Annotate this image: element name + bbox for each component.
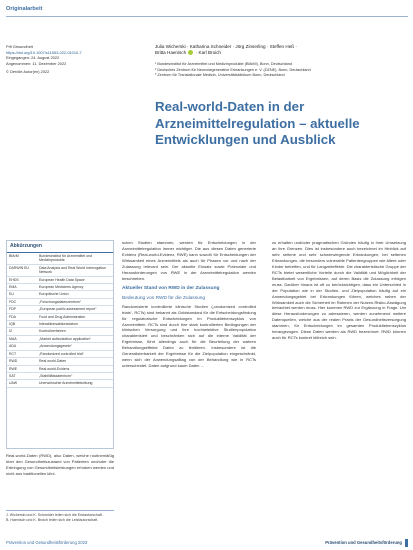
footer-section: Prävention und Gesundheitsförderung xyxy=(325,540,402,545)
abbreviation-term: MAA xyxy=(9,336,17,341)
abbreviation-term: DARWIN EU xyxy=(9,265,29,270)
footnote xyxy=(6,510,114,523)
article-meta xyxy=(6,44,114,75)
abbreviation-definition: „European public assessment report“ xyxy=(39,307,97,312)
abbreviation-term: ADA xyxy=(9,344,17,349)
abbreviation-definition: Europäische Union xyxy=(39,292,69,297)
column-2 xyxy=(122,240,256,369)
abbreviation-definition: Real-world-Daten xyxy=(39,359,67,364)
footnote-line-1: J. Wicherski und K. Schneider teilen sich die Erstautorschaft. xyxy=(6,513,103,517)
footer-journal: Prävention und Gesundheitsförderung 2023 xyxy=(6,540,88,545)
abbreviation-definition: Food and Drug Administration xyxy=(39,314,86,319)
abbreviations-heading: Abkürzungen xyxy=(7,241,113,253)
abbreviation-definition: Bundesinstitut für Arzneimittel und Medizinprodukte xyxy=(39,254,92,263)
article-type-tag: Originalarbeit xyxy=(6,4,408,17)
footnote-line-2: B. Haenisch und K. Broich teilen sich die Letztautorschaft. xyxy=(6,518,99,522)
paragraph: schen Studien stammen, werden für Entscheidungen in der Arzneimittelregulation immer wichtiger. Die aus diesen Daten generierte Evidenz (Real-world-Evidenz, RWE) kann sowohl für Entscheidungen der Wirksamkeit eines Arzneimittels als auch für Phasen vor und nach der Zulassung relevant sein. Der aktuelle Einsatz sowie Potenziale und Herausforderungen von RWE in der Arzneimittelregulation werden beschrieben. xyxy=(122,240,256,281)
abbreviation-row xyxy=(7,373,113,380)
author-name: Britta Haenisch xyxy=(155,50,187,55)
page-footer xyxy=(6,538,408,548)
abbreviation-row xyxy=(7,299,113,306)
abbreviation-row xyxy=(7,265,113,277)
column-1 xyxy=(6,453,114,477)
meta-copyright: © Der/die Autor(en) 2022 xyxy=(6,69,50,75)
abbreviation-definition: European Medicines Agency xyxy=(39,285,84,290)
abbreviation-definition: Unerwünschte Arzneimittelwirkung xyxy=(39,381,93,386)
abbreviation-row xyxy=(7,358,113,365)
abbreviation-term: RWE xyxy=(9,366,18,371)
abbreviation-definition: Kontrollverfahren xyxy=(39,329,66,334)
abbreviation-row xyxy=(7,351,113,358)
abbreviation-definition: Data Analysis and Real World Interrogation Network xyxy=(39,265,106,275)
abbreviation-term: IZ xyxy=(9,329,13,334)
meta-accepted: Angenommen: 11. Dezember 2022 xyxy=(6,60,67,66)
abbreviation-row xyxy=(7,314,113,321)
author-name: · Karl Broich xyxy=(195,50,221,55)
affiliations xyxy=(155,62,410,79)
abbreviation-term: IQB xyxy=(9,322,16,327)
abbreviation-definition: „Anwendungsgesetz“ xyxy=(39,344,72,349)
abbreviation-definition: „Stabilitätsdatenhorn“ xyxy=(39,373,73,378)
paragraph: Randomisierte kontrollierte klinische Studien („randomized controlled trials“, RCTs) sind bekannt als Goldstandard für die Entscheidungsfindung für regulatorische Entscheidungen im Produktlebenszyklus von Arzneimitteln. RCTs sind durch ihre stark kontrollierten Bedingungen der klinischen Versorgung und ihre hochselektive Studienpopulation charakterisiert und beschränken sich auf die interne Validität der Ergebnisse, führt allerdings auch für die Beurteilung der wahren Behandlungseffekte Daten zu limitieren. Insbesondere ist die Generalisierbarkeit der Ergebnisse für die Zielpopulation eingeschränkt, wenn sich der Anwendungsalltag von der Behandlung wie in RCTs unterscheidet. Daten aufgrund kaum Daten ... xyxy=(122,303,256,369)
abbreviation-definition: „Forschungsdatenzentrum“ xyxy=(39,299,82,304)
abbreviation-term: BfArM xyxy=(9,254,19,258)
meta-doi-link[interactable]: https://doi.org/10.1007/s11553-022-01010-7 xyxy=(6,49,82,55)
abbreviations-box xyxy=(6,240,114,449)
section-heading: Aktueller Stand von RWD in der Zulassung xyxy=(122,285,220,291)
abbreviation-definition: European Health Data Space xyxy=(39,277,85,282)
abbreviation-term: UAW xyxy=(9,381,18,386)
abbreviation-row xyxy=(7,328,113,335)
orcid-icon[interactable] xyxy=(188,50,193,55)
abbreviations-list xyxy=(7,253,113,388)
affiliation-2: ² Deutsches Zentrum für Neurodegenerative Erkrankungen e. V. (DZNE), Bonn, Deutschland xyxy=(155,67,311,72)
abbreviation-row xyxy=(7,321,113,328)
abbreviation-definition: Interaktionsaktionsdatum xyxy=(39,322,78,327)
abbreviation-row xyxy=(7,366,113,373)
abbreviation-term: SAT xyxy=(9,373,16,378)
abbreviation-row xyxy=(7,277,113,284)
column-3 xyxy=(272,240,406,341)
abbreviation-row xyxy=(7,336,113,343)
abbreviation-row xyxy=(7,291,113,298)
paragraph: zu erhalten und/oder pragmatischen Gründen häufig in ihrer Umsetzung an ihre Grenzen. Dies ist insbesondere auch bezeichnet im Hinblick auf sehr seltene und sehr schwerwiegende Erkrankungen, bei seltenen Erkrankungen, die besonders vulnerable Patientengruppen wie ältere oder Kinder betreffen, und für Langzeiteffekte. Die charakteristische Gruppe der RCTs bietet wesentliche Vorteile durch die Validität und Möglichkeit der Belastbarkeit von Ergebnissen, auf deren Basis die Zulassung erfolgen muss. Darüber hinaus ist oft zu berücksichtigen, dass ein Unterschied in der Population wie in der Studien- und Zielpopulation häufig auf ein Anwendungsgebiet bei Erkrankungen führen, welches neben der Wirksamkeit auch die Sicherheit im Rahmen der Nutzen-Risiko-Abwägung betrachtet werden muss. Hier kommen RWD zur Ergänzung in Frage. Um diese Herausforderungen zu adressieren, werden zunehmend weitere Datenquellen, welche aus der realen Praxis der Gesundheitsversorgung stammen, für Entscheidungen im gesamten Produktlebenszyklus herangezogen. Diese Daten werden als RWD bezeichnet. RWD können auch für RCTs konkret hilfreich sein. xyxy=(272,240,406,341)
affiliation-3: ³ Zentrum für Translationale Medizin, Universitätsklinikum Bonn, Deutschland xyxy=(155,73,285,77)
abbreviation-row xyxy=(7,343,113,350)
intro-paragraph: Real-world-Daten (RWD), also Daten, welche routinemäßig über den Gesundheitszustand von Patienten und/oder die Erbringung von Gesundheitsleistungen erhoben werden und nicht aus traditionellen klini- xyxy=(6,453,114,476)
affiliation-1: ¹ Bundesinstitut für Arzneimittel und Medizinprodukte (BfArM), Bonn, Deutschland xyxy=(155,62,292,66)
abbreviation-term: RCT xyxy=(9,351,17,356)
footer-accent-bar xyxy=(405,539,408,547)
abbreviation-definition: Real-world-Evidenz xyxy=(39,366,70,371)
abbreviation-row xyxy=(7,380,113,387)
abbreviation-term: EHDS xyxy=(9,277,19,282)
abbreviation-term: FDP xyxy=(9,307,16,312)
subsection-heading: Bedeutung von RWD für die Zulassung xyxy=(122,295,206,301)
abbreviation-term: FDA xyxy=(9,314,16,319)
abbreviation-definition: „Market authorization application“ xyxy=(39,336,91,341)
abbreviation-term: RWD xyxy=(9,359,18,364)
abbreviation-row xyxy=(7,306,113,313)
abbreviation-term: FDC xyxy=(9,299,17,304)
abbreviation-definition: „Randomized controlled trial“ xyxy=(39,351,84,356)
meta-journal: Prfl Gesundheit xyxy=(6,44,33,49)
author-list xyxy=(155,44,410,56)
author-line-2 xyxy=(155,50,410,56)
abbreviation-term: EMA xyxy=(9,285,17,290)
meta-received: Eingegangen: 24. August 2022 xyxy=(6,55,60,61)
abbreviation-term: EU xyxy=(9,292,14,297)
author-line-1: Julia Wicherski · Katharina Schneider · Jörg Zinserling · Steffen Heß · xyxy=(155,44,297,49)
abbreviation-row xyxy=(7,253,113,265)
abbreviation-row xyxy=(7,284,113,291)
article-title: Real-world-Daten in der Arzneimittelregulation – aktuelle Entwicklungen und Ausblick xyxy=(155,99,360,147)
